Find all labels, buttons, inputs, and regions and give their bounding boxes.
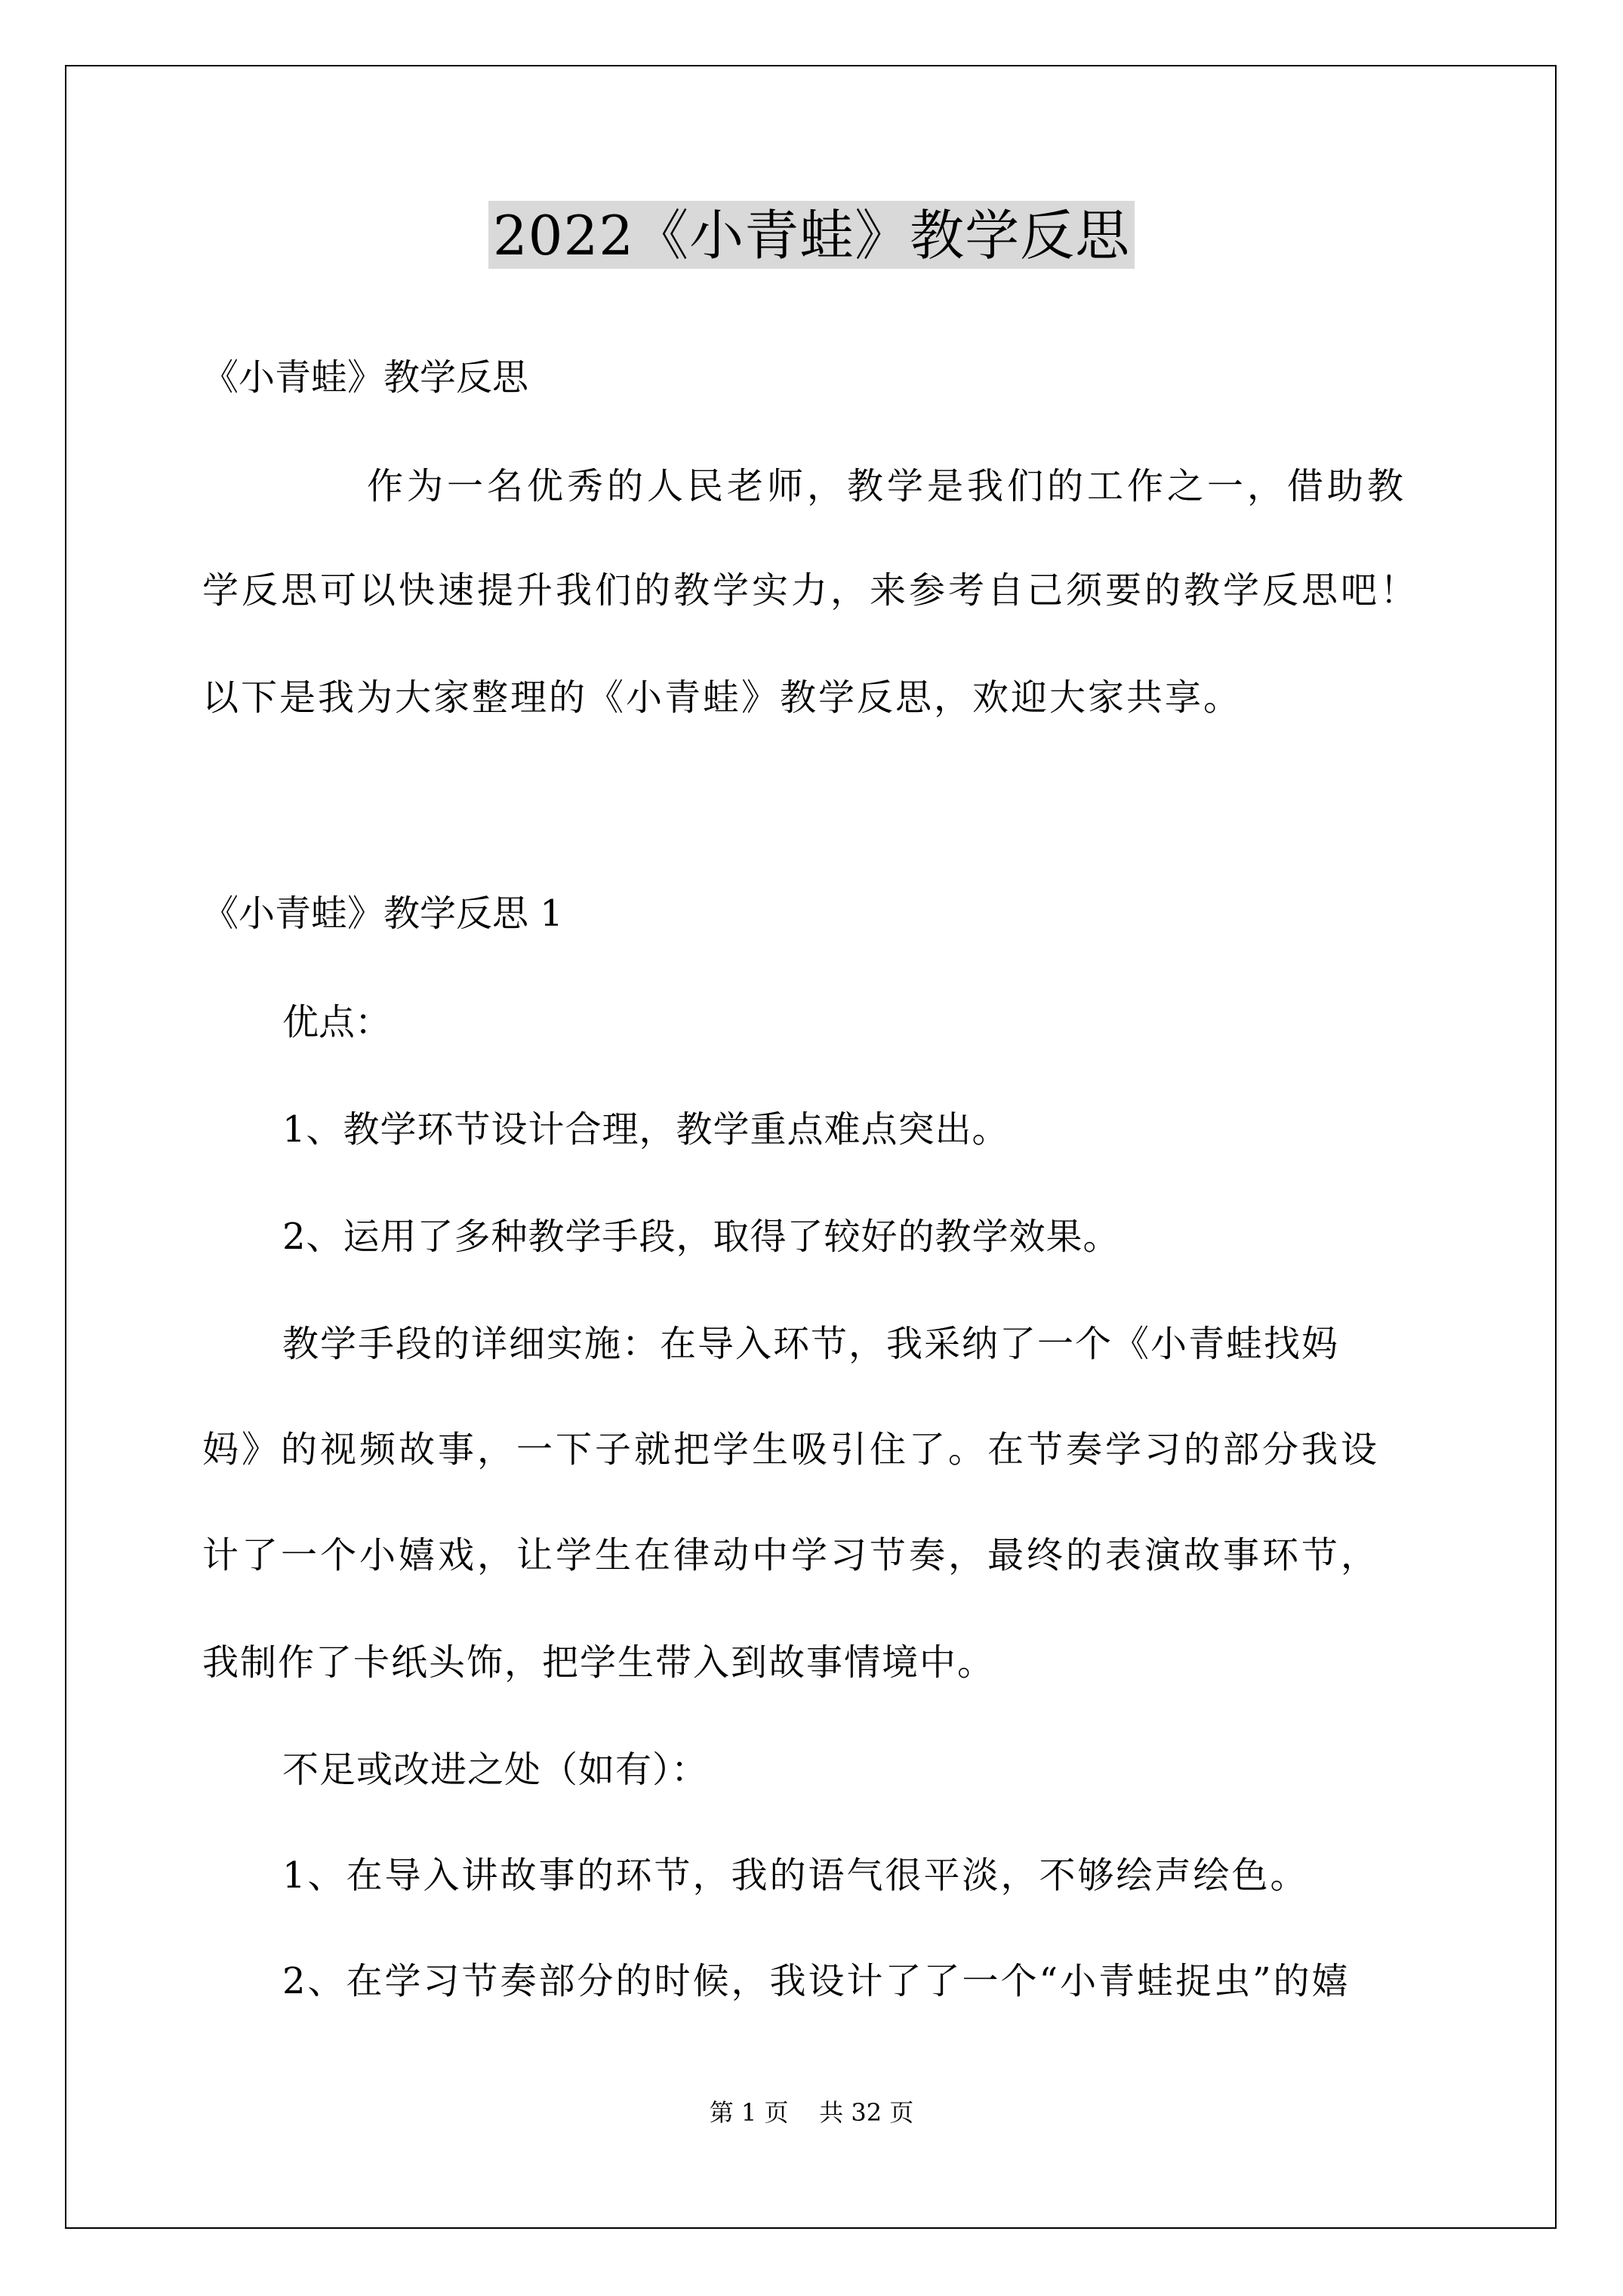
document-title-text: 2022《小青蛙》教学反思 bbox=[488, 201, 1135, 269]
list-item: 2、在学习节奏部分的时候，我设计了了一个“小青蛙捉虫”的嬉 bbox=[282, 1960, 1350, 2002]
intro-paragraph-line: 以下是我为大家整理的《小青蛙》教学反思，欢迎大家共享。 bbox=[202, 676, 1243, 719]
paragraph-line: 计了一个小嬉戏，让学生在律动中学习节奏，最终的表演故事环节， bbox=[202, 1534, 1381, 1576]
paragraph-line: 我制作了卡纸头饰，把学生带入到故事情境中。 bbox=[202, 1641, 996, 1684]
section-heading: 《小青蛙》教学反思 1 bbox=[202, 892, 563, 935]
page-total: 共 32 页 bbox=[819, 2098, 914, 2127]
list-item: 1、在导入讲故事的环节，我的语气很平淡，不够绘声绘色。 bbox=[282, 1854, 1309, 1897]
page-number: 第 1 页 bbox=[709, 2098, 789, 2127]
intro-paragraph-line: 作为一名优秀的人民老师，教学是我们的工作之一，借助教 bbox=[367, 465, 1408, 507]
intro-paragraph-line: 学反思可以快速提升我们的教学实力，来参考自己须要的教学反思吧！ bbox=[202, 569, 1420, 612]
paragraph-line: 教学手段的详细实施：在导入环节，我采纳了一个《小青蛙找妈 bbox=[282, 1323, 1340, 1365]
list-item: 2、运用了多种教学手段，取得了较好的教学效果。 bbox=[282, 1216, 1120, 1258]
section-heading: 《小青蛙》教学反思 bbox=[202, 356, 529, 399]
paragraph-line: 优点： bbox=[282, 1001, 392, 1043]
list-item: 1、教学环节设计合理，教学重点难点突出。 bbox=[282, 1108, 1009, 1151]
page-footer bbox=[0, 2100, 1623, 2125]
paragraph-line: 不足或改进之处（如有）： bbox=[282, 1749, 709, 1791]
document-title bbox=[0, 201, 1623, 269]
paragraph-line: 妈》的视频故事，一下子就把学生吸引住了。在节奏学习的部分我设 bbox=[202, 1428, 1381, 1471]
